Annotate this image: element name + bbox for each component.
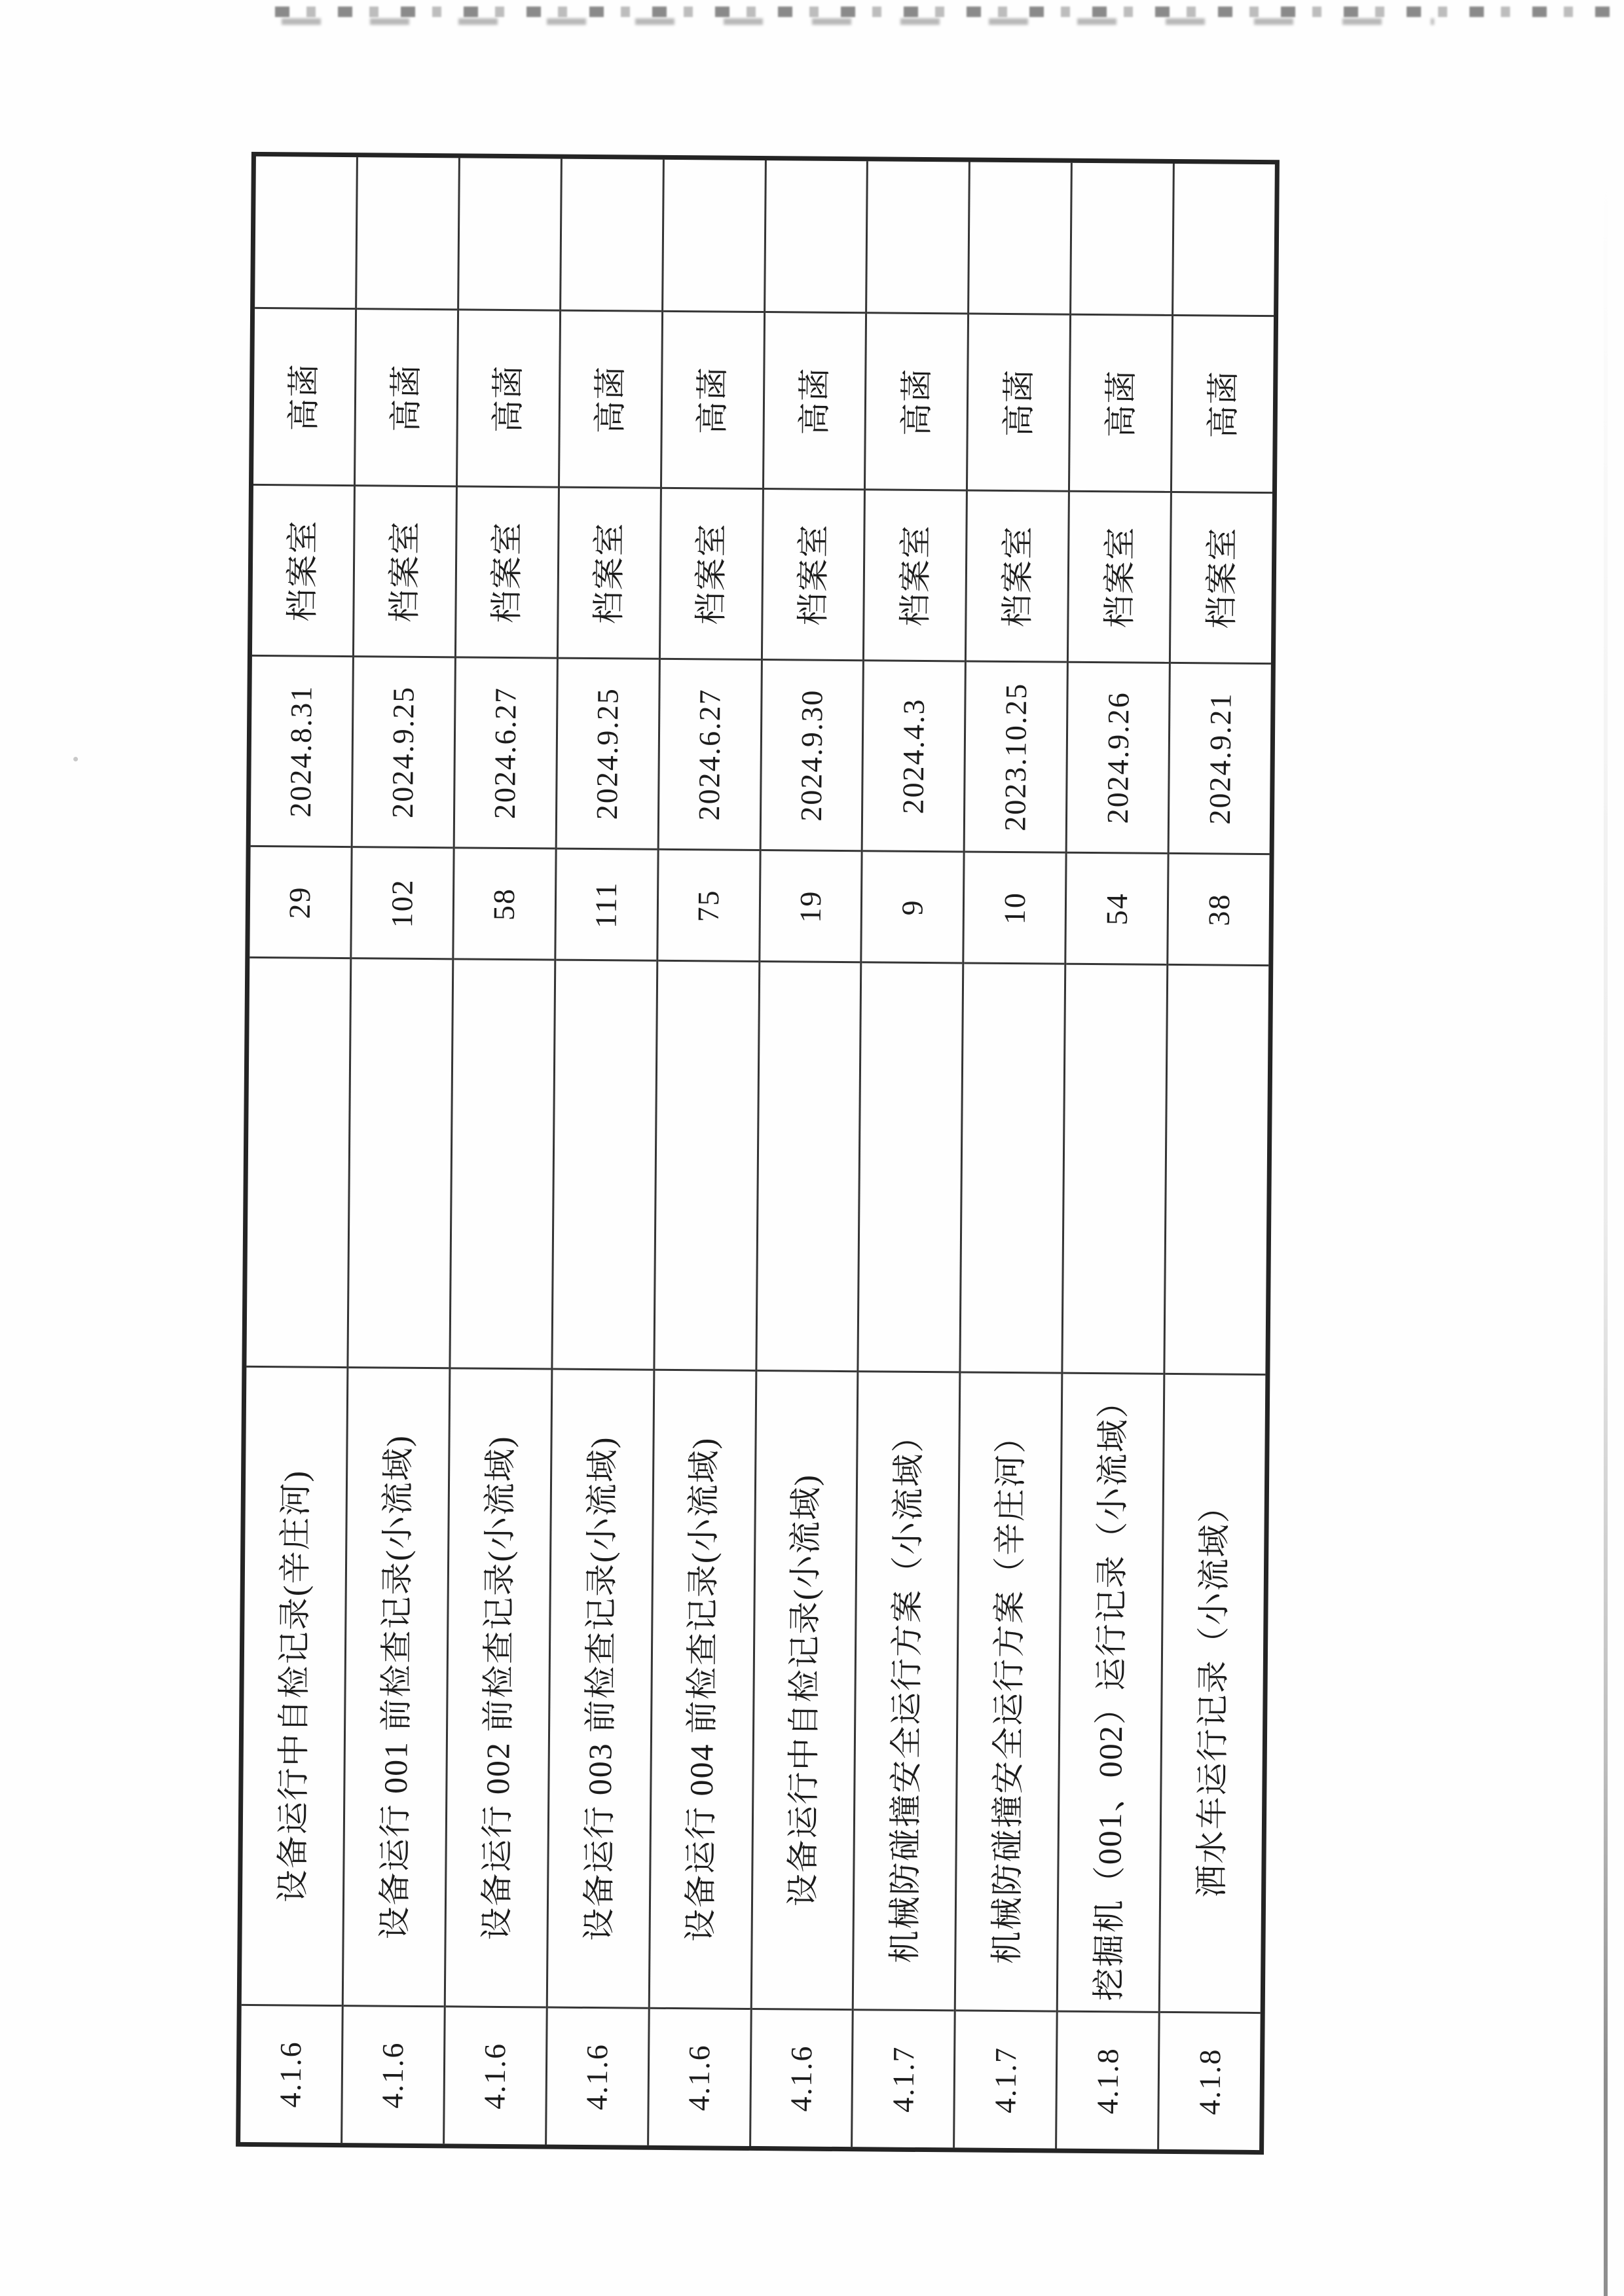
cell-location [967, 491, 1068, 663]
cell-date [965, 662, 1067, 853]
index-value: 4.1.6 [682, 2044, 716, 2111]
location-value: 档案室 [999, 524, 1037, 628]
cell-location [252, 486, 354, 657]
cell-index [1159, 2013, 1261, 2150]
date-value: 2024.9.25 [386, 685, 420, 818]
cell-blank [553, 961, 656, 1371]
scan-noise-artifact-2 [282, 18, 1434, 25]
cell-title [547, 1370, 653, 2009]
table-row [751, 160, 869, 2147]
cell-date [1170, 664, 1271, 855]
person-value: 高菡 [796, 366, 834, 435]
cell-remark [969, 162, 1071, 316]
cell-remark [459, 158, 561, 311]
cell-title [242, 1368, 347, 2007]
cell-index [955, 2011, 1056, 2148]
cell-location [762, 490, 864, 661]
date-value: 2024.8.31 [284, 685, 319, 818]
cell-title [650, 1371, 755, 2010]
location-value: 档案室 [590, 521, 628, 625]
count-value: 10 [997, 891, 1031, 924]
cell-date [761, 661, 862, 852]
count-value: 29 [283, 885, 317, 919]
cell-date [1067, 663, 1169, 854]
date-value: 2024.6.27 [692, 688, 727, 821]
count-value: 111 [589, 881, 623, 928]
table-row [445, 158, 563, 2144]
table-row [342, 157, 460, 2143]
table-row [240, 156, 358, 2143]
index-value: 4.1.6 [375, 2041, 410, 2109]
cell-title [956, 1373, 1061, 2012]
index-value: 4.1.6 [273, 2041, 308, 2108]
cell-count [556, 850, 657, 962]
index-value: 4.1.6 [477, 2042, 512, 2110]
location-value: 档案室 [488, 520, 526, 624]
person-value: 高菡 [1102, 369, 1140, 438]
cell-person [356, 310, 457, 487]
date-value: 2024.9.21 [1202, 692, 1238, 825]
index-value: 4.1.7 [988, 2046, 1023, 2114]
cell-remark [357, 157, 458, 310]
cell-blank [348, 959, 452, 1369]
person-value: 高菡 [286, 362, 323, 431]
location-value: 档案室 [1202, 526, 1241, 629]
table-row [649, 160, 767, 2146]
archive-inventory-table [236, 152, 1280, 2155]
table-row [1159, 164, 1275, 2150]
count-value: 19 [793, 889, 828, 923]
cell-location [354, 486, 456, 658]
cell-remark [868, 161, 969, 314]
cell-index [547, 2009, 648, 2145]
cell-count [454, 848, 555, 960]
location-value: 档案室 [794, 523, 832, 626]
cell-blank [246, 958, 350, 1368]
cell-index [240, 2006, 342, 2143]
person-value: 高菡 [591, 365, 629, 433]
cell-title [1160, 1375, 1266, 2014]
title-value: 设备运行 001 前检查记录(小流域) [375, 1434, 416, 1940]
count-value: 38 [1202, 892, 1236, 926]
count-value: 9 [895, 898, 929, 916]
cell-location [1171, 493, 1272, 665]
cell-title [854, 1372, 959, 2011]
title-value: 设备运行 003 前检查记录(小流域) [580, 1436, 621, 1942]
table-row [1057, 163, 1175, 2149]
title-value: 设备运行 002 前检查记录(小流域) [477, 1435, 519, 1941]
cell-location [864, 490, 966, 662]
cell-location [456, 487, 558, 659]
cell-date [353, 657, 454, 848]
person-value: 高菡 [693, 365, 731, 435]
cell-date [454, 658, 556, 849]
cell-location [559, 488, 660, 660]
location-value: 档案室 [1101, 526, 1139, 629]
count-value: 54 [1099, 892, 1134, 925]
title-value: 设备运行 004 前检查记录(小流域) [682, 1436, 723, 1942]
cell-blank [451, 960, 554, 1370]
title-value: 设备运行中自检记录(小流域) [784, 1473, 825, 1907]
cell-location [661, 489, 762, 661]
cell-blank [655, 962, 758, 1372]
index-value: 4.1.7 [886, 2045, 921, 2113]
cell-remark [663, 160, 765, 313]
count-value: 102 [385, 878, 419, 928]
cell-person [253, 309, 355, 486]
location-value: 档案室 [386, 520, 424, 623]
cell-person [764, 313, 865, 490]
cell-blank [961, 964, 1065, 1374]
cell-blank [1166, 966, 1269, 1376]
cell-date [251, 657, 352, 848]
cell-remark [1173, 164, 1275, 317]
index-value: 4.1.8 [1192, 2048, 1227, 2115]
person-value: 高菡 [1204, 369, 1242, 439]
date-value: 2023.10.25 [998, 682, 1033, 831]
title-value: 设备运行中自检记录(辛庄河) [274, 1469, 314, 1903]
date-value: 2024.4.3 [896, 698, 931, 814]
cell-remark [766, 160, 867, 314]
person-value: 高菡 [898, 367, 936, 436]
location-value: 档案室 [692, 522, 730, 625]
table-row [955, 162, 1073, 2149]
title-value: 挖掘机（001、002）运行记录（小流域） [1090, 1384, 1132, 2001]
person-value: 高菡 [489, 364, 527, 433]
cell-person [662, 312, 764, 490]
count-value: 58 [487, 887, 521, 920]
cell-blank [757, 962, 860, 1372]
title-value: 机械防碰撞安全运行方案（小流域） [886, 1418, 927, 1964]
cell-count [658, 850, 759, 962]
index-value: 4.1.8 [1090, 2047, 1124, 2115]
cell-person [866, 314, 967, 491]
cell-count [1168, 854, 1269, 966]
cell-blank [859, 963, 963, 1373]
cell-index [853, 2011, 955, 2147]
scan-edge-shadow [1604, 164, 1608, 2296]
cell-count [965, 852, 1065, 964]
cell-title [752, 1372, 857, 2011]
cell-count [1067, 854, 1168, 966]
count-value: 75 [691, 888, 726, 922]
cell-index [342, 2007, 444, 2143]
cell-title [1058, 1374, 1164, 2013]
date-value: 2024.9.26 [1100, 691, 1135, 824]
scan-noise-artifact [275, 7, 1617, 17]
table-row [547, 159, 665, 2145]
cell-index [649, 2009, 750, 2146]
cell-index [1057, 2013, 1158, 2149]
cell-count [249, 847, 350, 959]
cell-count [352, 848, 452, 960]
location-value: 档案室 [284, 519, 322, 622]
cell-count [862, 852, 963, 964]
table-row [853, 161, 971, 2147]
person-value: 高菡 [1000, 368, 1038, 437]
cell-remark [1071, 163, 1173, 316]
cell-date [659, 660, 760, 851]
index-value: 4.1.6 [580, 2043, 614, 2111]
scan-speck [73, 757, 78, 761]
cell-title [344, 1368, 449, 2007]
cell-date [557, 659, 658, 850]
title-value: 机械防碰撞安全运行方案（辛庄河） [988, 1419, 1029, 1965]
cell-index [445, 2007, 546, 2144]
index-value: 4.1.6 [784, 2045, 819, 2112]
cell-remark [255, 156, 356, 310]
title-value: 洒水车运行记录（小流域） [1192, 1489, 1233, 1898]
cell-person [458, 310, 559, 488]
cell-remark [561, 159, 663, 312]
cell-count [760, 851, 861, 963]
location-value: 档案室 [896, 524, 934, 627]
cell-person [1172, 316, 1274, 494]
cell-person [1070, 316, 1172, 493]
cell-title [446, 1369, 551, 2008]
cell-location [1069, 492, 1170, 664]
cell-person [560, 312, 661, 489]
cell-date [863, 661, 965, 852]
date-value: 2024.9.25 [590, 687, 625, 820]
person-value: 高菡 [388, 363, 425, 432]
date-value: 2024.9.30 [794, 689, 829, 822]
cell-person [968, 315, 1069, 492]
cell-index [751, 2010, 853, 2147]
cell-blank [1063, 965, 1167, 1375]
date-value: 2024.6.27 [488, 686, 523, 820]
